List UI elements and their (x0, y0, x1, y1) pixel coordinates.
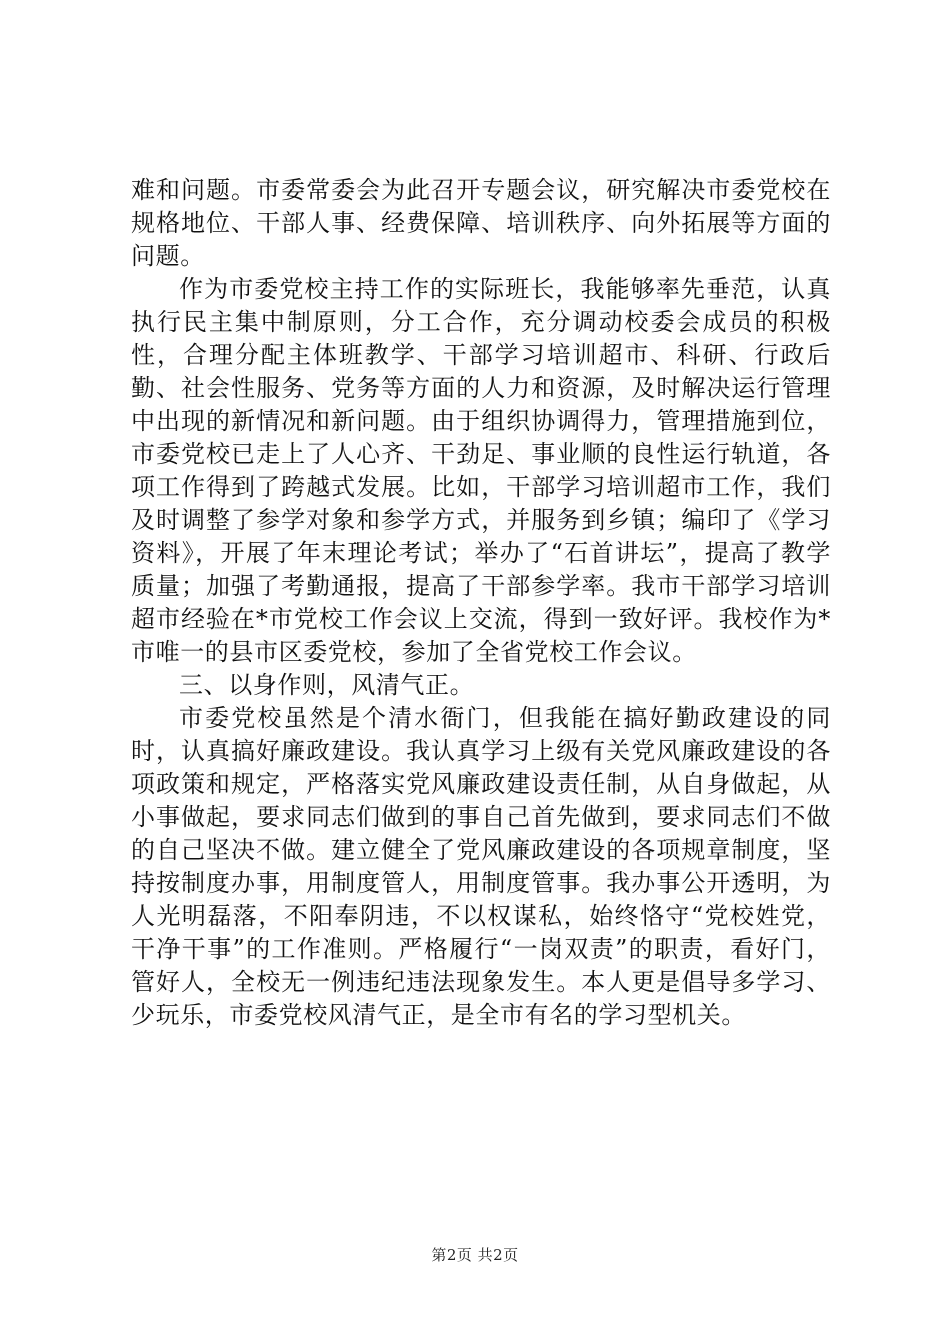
section-heading-three: 三、以身作则，风清气正。 (179, 671, 475, 699)
paragraph-leadership: 作为市委党校主持工作的实际班长，我能够率先垂范，认真执行民主集中制原则，分工合作，充分调动校委会成员的积极性，合理分配主体班教学、干部学习培训超市、科研、行政后勤、社会性服务、党务等方面的人力和资源，及时解决运行管理中出现的新情况和新问题。由于组织协调得力，管理措施到位，市委党校已走上了人心齐、干劲足、事业顺的良性运行轨道，各项工作得到了跨越式发展。比如，干部学习培训超市工作，我们及时调整了参学对象和参学方式，并服务到乡镇；编印了《学习资料》，开展了年末理论考试；举办了“石首讲坛”，提高了教学质量；加强了考勤通报，提高了干部参学率。我市干部学习培训超市经验在*市党校工作会议上交流，得到一致好评。我校作为*市唯一的县市区委党校，参加了全省党校工作会议。 (131, 275, 831, 666)
paragraph-continuation: 难和问题。市委常委会为此召开专题会议，研究解决市委党校在规格地位、干部人事、经费保障、培训秩序、向外拓展等方面的问题。 (131, 176, 831, 270)
paragraph-integrity: 市委党校虽然是个清水衙门，但我能在搞好勤政建设的同时，认真搞好廉政建设。我认真学习上级有关党风廉政建设的各项政策和规定，严格落实党风廉政建设责任制，从自身做起，从小事做起，要求同志们做到的事自己首先做到，要求同志们不做的自己坚决不做。建立健全了党风廉政建设的各项规章制度，坚持按制度办事，用制度管人，用制度管事。我办事公开透明，为人光明磊落，不阳奉阴违，不以权谋私，始终恪守“党校姓党，干净干事”的工作准则。严格履行“一岗双责”的职责，看好门，管好人，全校无一例违纪违法现象发生。本人更是倡导多学习、少玩乐，市委党校风清气正，是全市有名的学习型机关。 (131, 704, 831, 1029)
page-footer: 第2页 共2页 (431, 1246, 519, 1264)
document-body (131, 174, 831, 1032)
